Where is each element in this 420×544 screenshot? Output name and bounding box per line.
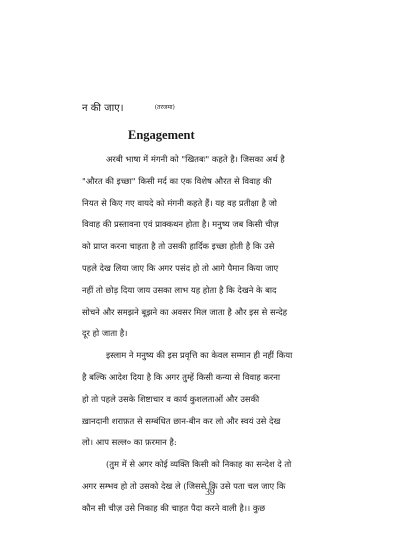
section-heading: Engagement <box>128 128 195 142</box>
text-line: नहीं तो छोड़ दिया जाय उसका लाभ यह होता है कि देखने के बाद <box>82 284 277 295</box>
text-line: (तुम में से अगर कोई व्यक्ति किसी को निकाह का सन्देश दे तो <box>106 459 292 470</box>
previous-text-line <box>82 100 175 114</box>
paragraph-2 <box>82 345 336 454</box>
body-text <box>82 149 336 520</box>
text-line: दूर हो जाता है। <box>82 328 128 339</box>
text-line: लो। आप सल्ल० का फ़रमान है: <box>82 437 177 448</box>
paragraph-1 <box>82 149 336 345</box>
text-line: "औरत की इच्छा" किसी मर्द का एक विशेष औरत से विवाह की <box>82 175 272 186</box>
text-line: इस्लाम ने मनुष्य की इस प्रवृत्ति का केवल सम्मान ही नहीं किया <box>106 350 293 361</box>
paragraph-3 <box>82 454 336 519</box>
text-line: पहले देख लिया जाए कि अगर पसंद हो तो आगे पैमान किया जाए <box>82 262 279 273</box>
text-line: नियत से किए गए वायदे को मंगनी कहते हैं। यह वह प्रतीक्षा है जो <box>82 197 277 208</box>
text-line: ख़ानदानी शराफ़त से सम्बंधित छान-बीन कर लो और स्वयं उसे देख <box>82 415 281 426</box>
text-line: को प्राप्त करना चाहता है तो उसकी हार्दिक इच्छा होती है कि उसे <box>82 241 275 252</box>
page-number: 39 <box>205 488 215 498</box>
text-line: है बल्कि आदेश दिया है कि अगर तुम्हें किसी कन्या से विवाह करना <box>82 371 281 382</box>
text-line: सोचने और समझने बूझने का अवसर मिल जाता है और इस से सन्देह <box>82 306 288 317</box>
text-line: विवाह की प्रस्तावना एवं प्राक्कथन होता है। मनुष्य जब किसी चीज़ <box>82 219 279 230</box>
text-line: अरबी भाषा में मंगनी को "खितबः" कहते है। जिसका अर्थ है <box>106 154 285 164</box>
text-line: कौन सी चीज़ उसे निकाह की चाहत पैदा करने वाली है।। कुछ <box>82 502 266 513</box>
previous-text: न की जाए। <box>82 103 124 114</box>
translation-note: (तरजमा) <box>154 104 175 111</box>
text-line: हो तो पहले उसके शिष्टाचार व कार्य कुशलताओं और उसकी <box>82 393 260 404</box>
text-line: अगर सम्भव हो तो उसको देख ले (जिससे कि उसे पता चल जाए कि <box>82 480 286 491</box>
